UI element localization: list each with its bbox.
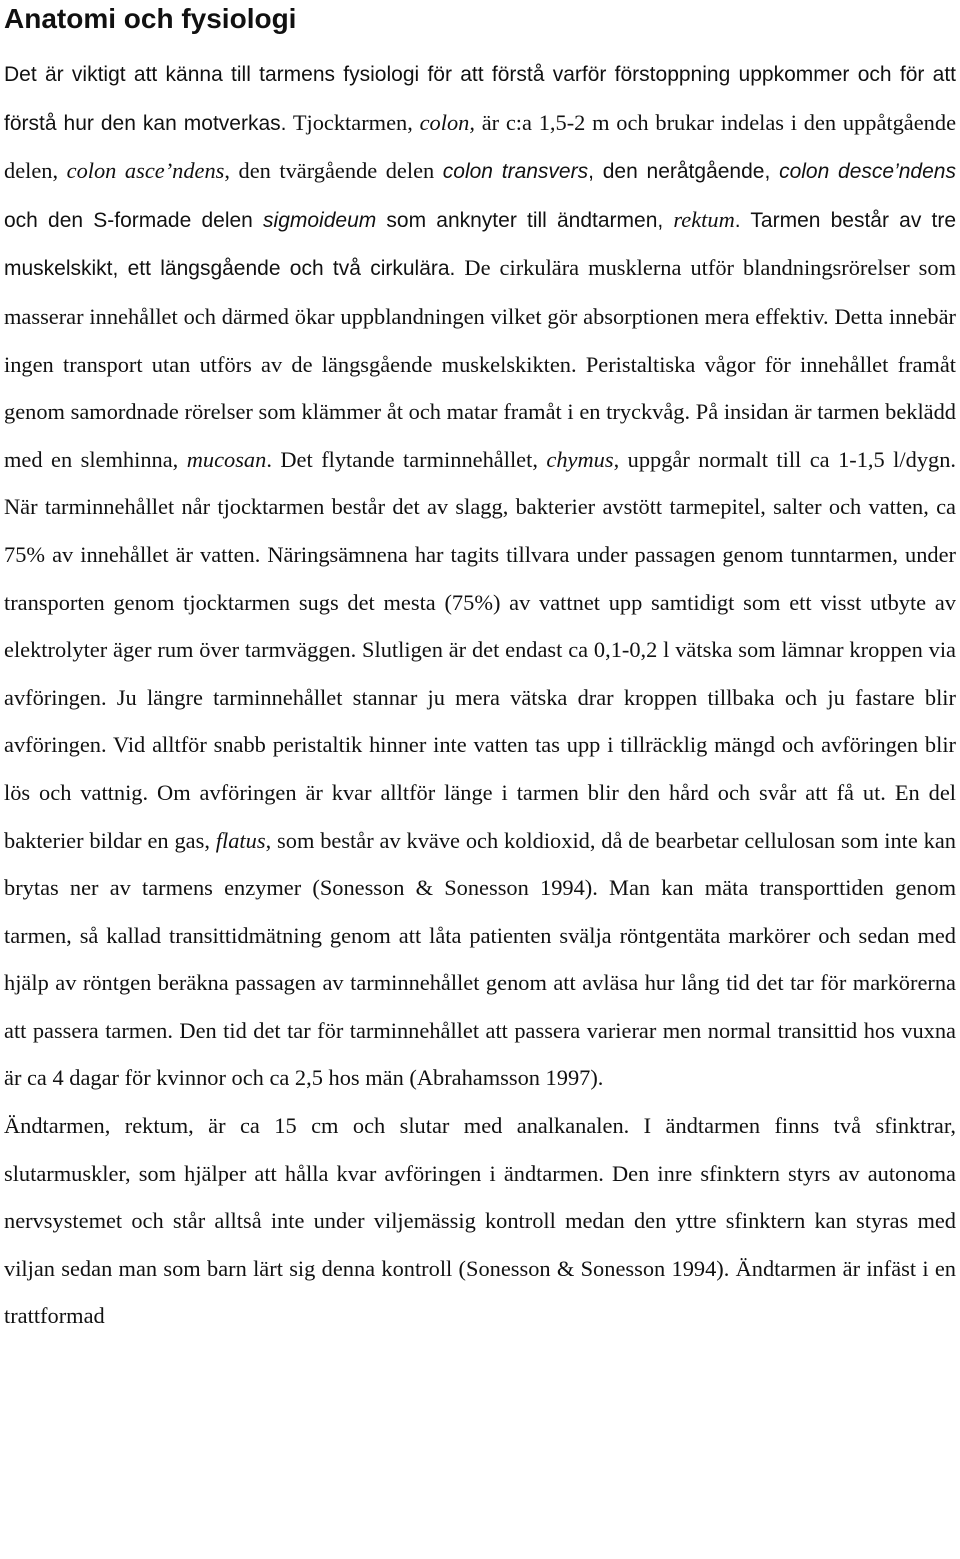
paragraph-1-text: , uppgår normalt till ca 1-1,5 l/dygn. När tarminnehållet når tjocktarmen består det av slagg, bakterier avstött tarmepitel, salter och vatten, ca 75% av innehållet är vatten. Näringsämnena har tagits tillvara under passagen genom tunntarmen, under transporten genom tjocktarmen sugs det mesta (75%) av vattnet upp samtidigt som ett visst utbyte av elektrolyter äger rum över tarmväggen. Slutligen är det endast ca 0,1-0,2 l vätska som lämnar kroppen via avföringen. Ju längre tarminnehållet stannar ju mera vätska drar kroppen tillbaka och ju fastare blir avföringen. Vid alltför snabb peristaltik hinner inte vatten tas upp i tillräcklig mängd och avföringen blir lös och vattnig. Om avföringen är kvar alltför länge i tarmen blir den hård och svår att få ut. En del bakterier bildar en gas, — [4, 446, 956, 853]
paragraph-1-text: , som består av kväve och koldioxid, då de bearbetar cellulosan som inte kan brytas ner av tarmens enzymer (Sonesson & Sonesson 1994). Man kan mäta transporttiden genom tarmen, så kallad transittidmätning genom att låta patienten svälja röntgentäta markörer och sedan med hjälp av röntgen beräkna passagen av tarminnehållet genom att avläsa hur lång tid det tar för markörerna att passera tarmen. Den tid det tar för tarminnehållet att passera varierar men normal transittid hos vuxna är ca 4 dagar för kvinnor och ca 2,5 hos män (Abrahamsson 1997). — [4, 827, 956, 1091]
body-paragraph-2: Ändtarmen, rektum, är ca 15 cm och slutar med analkanalen. I ändtarmen finns två sfinktrar, slutarmuskler, som hjälper att hålla kvar avföringen i ändtarmen. Den inre sfinktern styrs av autonoma nervsystemet och står alltså inte under viljemässig kontroll medan den yttre sfinktern kan styras med viljan sedan man som barn lärt sig denna kontroll (Sonesson & Sonesson 1994). Ändtarmen är infäst i en trattformad — [4, 1113, 956, 1329]
term-sigmoideum: sigmoideum — [263, 208, 377, 232]
paragraph-1-text: Tjocktarmen, — [286, 109, 420, 135]
term-rektum: rektum — [673, 206, 735, 232]
paragraph-1-text: som anknyter till ändtarmen, — [376, 208, 674, 232]
paragraph-1-text: . Det flytande tarminnehållet, — [266, 446, 547, 472]
body-paragraph-1 — [4, 50, 956, 1102]
term-colon: colon, — [419, 109, 475, 135]
term-colon-transvers: colon transvers — [442, 160, 589, 184]
paragraph-1-text: . Tarmen består av tre muskelskikt, ett längsgående och två cirkulära. — [4, 208, 957, 281]
document-page — [4, 0, 956, 1340]
term-colon-ascendens: colon asce’ndens — [66, 158, 225, 184]
term-colon-descendens: colon desce’ndens — [779, 160, 956, 184]
paragraph-1-text: , den neråtgående, — [588, 160, 780, 184]
paragraph-1-text: är c:a 1,5-2 m och brukar indelas i den uppåtgående delen, — [4, 109, 957, 184]
paragraph-1-text: och den S-formade delen — [4, 208, 264, 232]
paragraph-1-text: , den tvärgående delen — [224, 158, 443, 184]
term-flatus: flatus — [215, 827, 266, 853]
term-chymus: chymus — [546, 446, 614, 472]
section-heading: Anatomi och fysiologi — [4, 3, 297, 34]
paragraph-1-intro: Det är viktigt att känna till tarmens fysiologi för att förstå varför förstoppning uppkommer och för att förstå hur den kan motverkas. — [4, 63, 956, 135]
paragraph-1-text: De cirkulära musklerna utför blandningsrörelser som masserar innehållet och därmed ökar uppblandningen vilket gör absorptionen mera effektiv. Detta innebär ingen transport utan utförs av de längsgående muskelskikten. Peristaltiska vågor för innehållet framåt genom samordnade rörelser som klämmer åt och matar framåt i en tryckvåg. På insidan är tarmen beklädd med en slemhinna, — [4, 255, 957, 472]
term-mucosan: mucosan — [186, 446, 267, 472]
